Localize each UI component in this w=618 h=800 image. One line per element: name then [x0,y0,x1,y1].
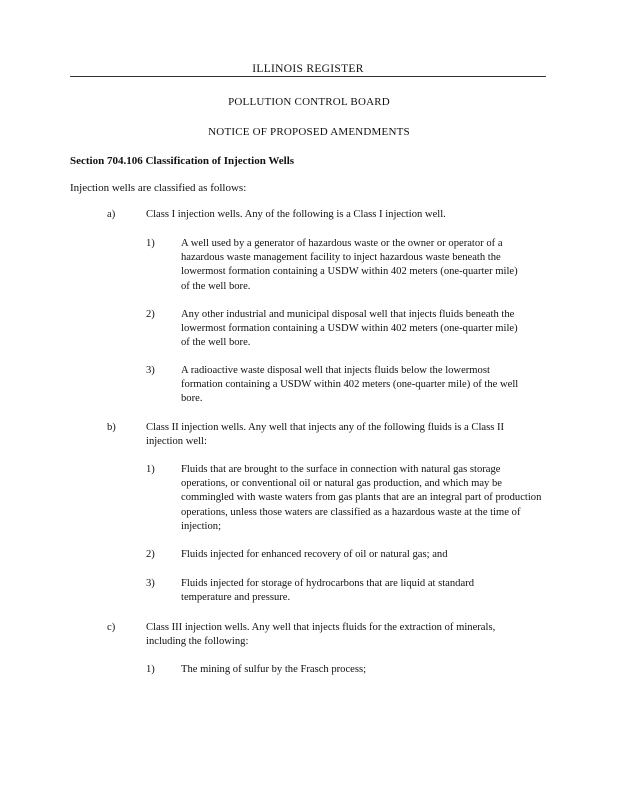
item-a-1-text: A well used by a generator of hazardous waste or the owner or operator of a hazardous waste management facility to inject hazardous waste beneath the lowermost formation containing a USDW within 402 meters (one-quarter mile) of the well bore. [181,238,518,292]
section-intro: Injection wells are classified as follows: [70,182,247,194]
item-a-3-label: 3) [146,365,155,376]
item-b-2-label: 2) [146,549,155,560]
item-a-2-label: 2) [146,309,155,320]
item-c-label: c) [107,622,116,633]
section-heading: Section 704.106 Classification of Injection Wells [70,155,295,167]
item-a-3-text: A radioactive waste disposal well that injects fluids below the lowermost formation containing a USDW within 402 meters (one-quarter mile) of the well bore. [181,365,519,405]
item-b-2-text: Fluids injected for enhanced recovery of oil or natural gas; and [181,549,448,560]
item-c-text: Class III injection wells. Any well that injects fluids for the extraction of minerals, including the following: [146,622,496,648]
item-a-text: Class I injection wells. Any of the following is a Class I injection well. [146,209,446,220]
item-b-1-label: 1) [146,464,155,475]
item-b-3-label: 3) [146,578,155,589]
register-title: ILLINOIS REGISTER [70,63,546,75]
item-c-1-text: The mining of sulfur by the Frasch process; [181,664,367,675]
notice-title: NOTICE OF PROPOSED AMENDMENTS [208,126,410,138]
register-header [70,63,546,77]
item-b-text: Class II injection wells. Any well that injects any of the following fluids is a Class II injection well: [146,422,505,448]
board-name: POLLUTION CONTROL BOARD [228,96,390,108]
item-a-2-text: Any other industrial and municipal disposal well that injects fluids beneath the lowermost formation containing a USDW within 402 meters (one-quarter mile) of the well bore. [181,309,518,349]
item-a-label: a) [107,209,116,220]
item-c-1-label: 1) [146,664,155,675]
item-b-1-text: Fluids that are brought to the surface in connection with natural gas storage operations, or conventional oil or natural gas production, and which may be commingled with waste waters from gas plants that are an integral part of production operations, unless those waters are classified as a hazardous waste at the time of injection; [181,464,542,532]
item-a-1-label: 1) [146,238,155,249]
item-b-3-text: Fluids injected for storage of hydrocarbons that are liquid at standard temperature and pressure. [181,578,475,604]
header-rule [70,76,546,77]
item-b-label: b) [107,422,116,433]
